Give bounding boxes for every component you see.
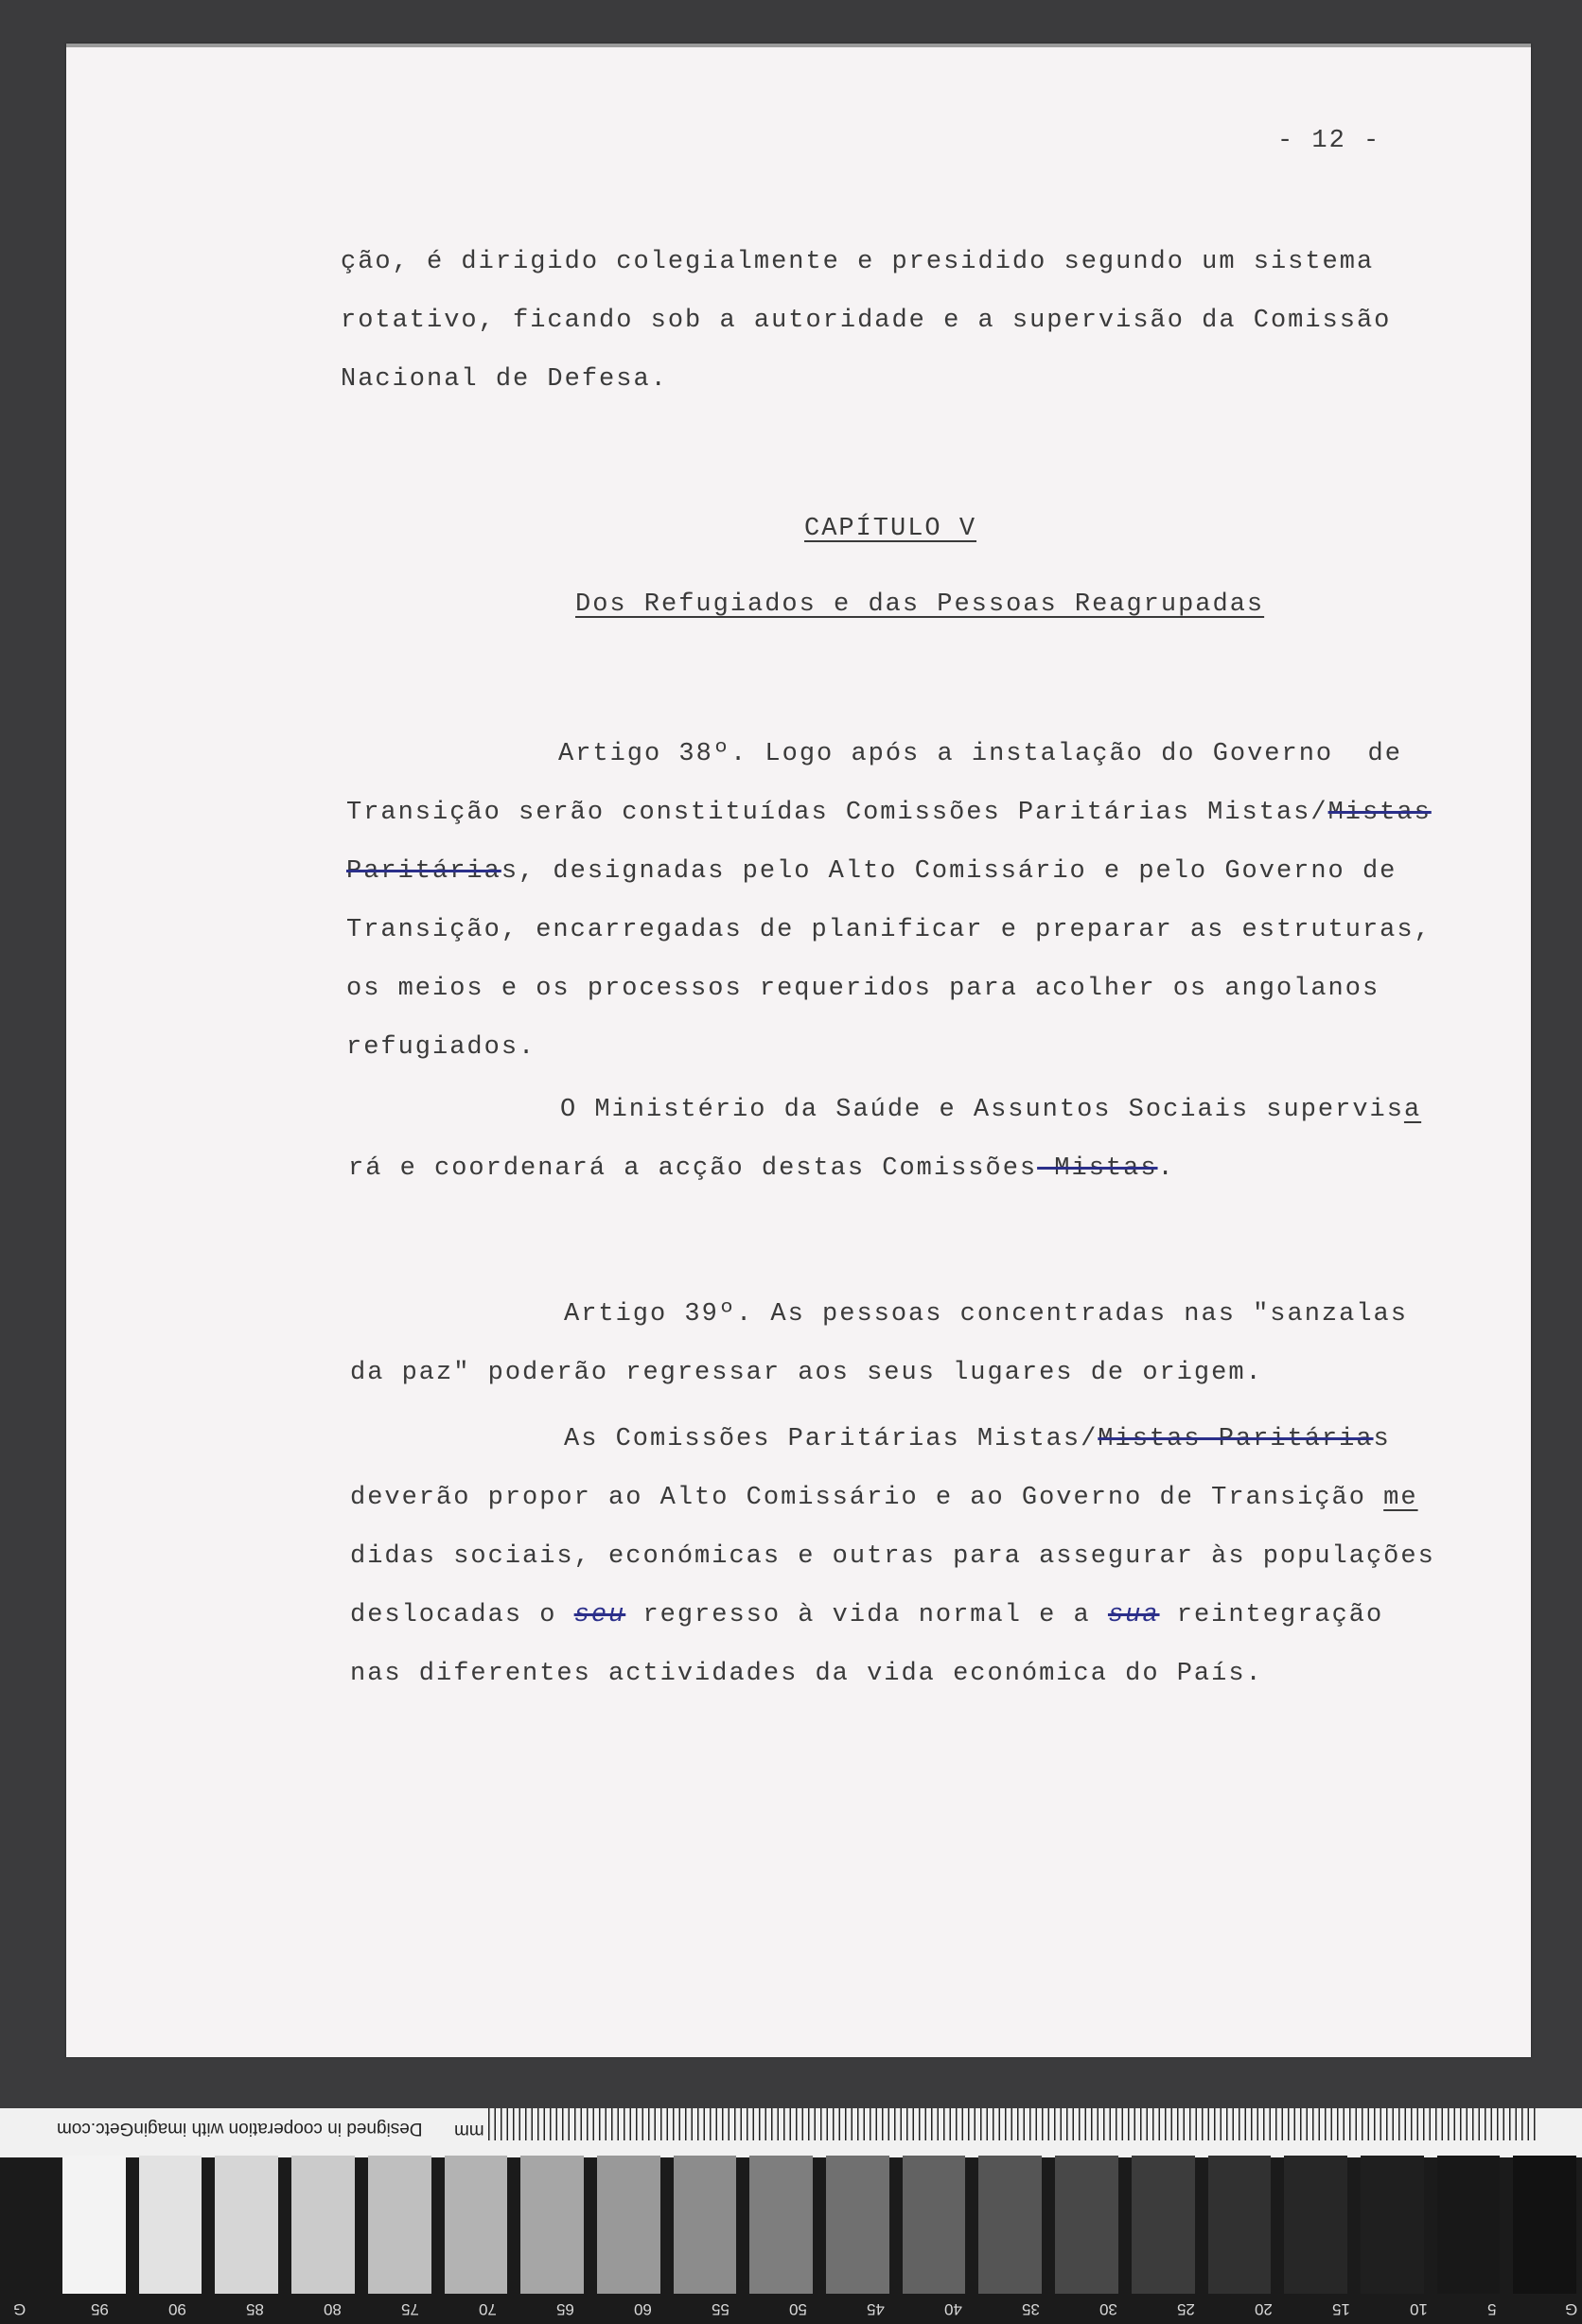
scale-number: 75 bbox=[401, 2300, 419, 2318]
page-edge bbox=[66, 44, 1531, 47]
scale-numbers bbox=[0, 2298, 1582, 2324]
text-line: rotativo, ficando sob a autoridade e a supervisão da Comissão bbox=[341, 307, 1392, 335]
scale-number: 10 bbox=[1410, 2300, 1428, 2318]
document-page bbox=[66, 44, 1531, 2057]
gray-swatch bbox=[826, 2156, 889, 2294]
chapter-heading: CAPÍTULO V bbox=[804, 515, 977, 543]
gray-swatch bbox=[1284, 2156, 1347, 2294]
scale-number: 60 bbox=[634, 2300, 652, 2318]
scale-number: 45 bbox=[867, 2300, 885, 2318]
text-line: Paritárias, designadas pelo Alto Comissário e pelo Governo de bbox=[346, 857, 1397, 886]
chapter-title: Dos Refugiados e das Pessoas Reagrupadas bbox=[575, 590, 1265, 619]
gray-swatch bbox=[62, 2156, 126, 2294]
gray-swatch bbox=[1437, 2156, 1501, 2294]
gray-swatch bbox=[597, 2156, 660, 2294]
underlined-correction: me bbox=[1383, 1484, 1418, 1512]
mm-ruler bbox=[488, 2108, 1538, 2140]
scale-number: 55 bbox=[712, 2300, 729, 2318]
struck-text: sua bbox=[1107, 1601, 1160, 1629]
credit-text: Designed in cooperation with imaginGetc.com bbox=[57, 2119, 423, 2139]
gray-swatch bbox=[520, 2156, 584, 2294]
struck-text: Mistas bbox=[1037, 1154, 1158, 1183]
struck-text: Mistas Paritária bbox=[1098, 1425, 1374, 1453]
text-line: didas sociais, económicas e outras para assegurar às populações bbox=[350, 1542, 1435, 1571]
scale-number: 80 bbox=[324, 2300, 342, 2318]
gray-swatch bbox=[1132, 2156, 1195, 2294]
gray-swatch bbox=[291, 2156, 355, 2294]
underlined-correction: a bbox=[1403, 1096, 1422, 1124]
gray-swatch bbox=[674, 2156, 737, 2294]
gray-swatch bbox=[368, 2156, 431, 2294]
text-line: Artigo 38º. Logo após a instalação do Governo de bbox=[558, 740, 1402, 768]
text-line: Transição serão constituídas Comissões Paritárias Mistas/Mistas bbox=[346, 799, 1432, 827]
struck-text: seu bbox=[573, 1601, 626, 1629]
ruler-strip bbox=[0, 2108, 1582, 2157]
scale-number: 85 bbox=[246, 2300, 264, 2318]
gray-swatches bbox=[62, 2156, 1576, 2294]
scale-number: 50 bbox=[789, 2300, 807, 2318]
text-line: Transição, encarregadas de planificar e preparar as estruturas, bbox=[346, 916, 1432, 944]
text-line: O Ministério da Saúde e Assuntos Sociais supervisa bbox=[560, 1096, 1422, 1124]
gray-swatch bbox=[1361, 2156, 1424, 2294]
text-line: da paz" poderão regressar aos seus lugares de origem. bbox=[350, 1359, 1263, 1387]
page-number: - 12 - bbox=[1277, 127, 1381, 155]
scale-number: 20 bbox=[1255, 2300, 1273, 2318]
scale-number: 35 bbox=[1022, 2300, 1040, 2318]
text-line: os meios e os processos requeridos para acolher os angolanos bbox=[346, 975, 1380, 1003]
scale-number: 70 bbox=[479, 2300, 497, 2318]
struck-text: Paritária bbox=[346, 857, 501, 886]
text-line: Nacional de Defesa. bbox=[341, 365, 668, 394]
scale-number: 25 bbox=[1177, 2300, 1195, 2318]
gray-swatch bbox=[749, 2156, 813, 2294]
text-line: ção, é dirigido colegialmente e presidido segundo um sistema bbox=[341, 248, 1375, 276]
text-line: deverão propor ao Alto Comissário e ao Governo de Transição me bbox=[350, 1484, 1418, 1512]
gray-swatch bbox=[445, 2156, 508, 2294]
scale-number: 90 bbox=[168, 2300, 186, 2318]
scale-number: 15 bbox=[1332, 2300, 1350, 2318]
scale-number: 5 bbox=[1487, 2300, 1497, 2318]
text-line: nas diferentes actividades da vida económica do País. bbox=[350, 1660, 1263, 1688]
gray-swatch bbox=[215, 2156, 278, 2294]
gray-swatch bbox=[1055, 2156, 1118, 2294]
gray-swatch bbox=[903, 2156, 966, 2294]
scale-number: 30 bbox=[1099, 2300, 1117, 2318]
scale-number: 95 bbox=[91, 2300, 109, 2318]
gray-swatch bbox=[1208, 2156, 1272, 2294]
color-target-card bbox=[0, 2108, 1582, 2324]
text-line: rá e coordenará a acção destas Comissões Mistas. bbox=[348, 1154, 1175, 1183]
gray-swatch bbox=[139, 2156, 202, 2294]
gray-swatch bbox=[1513, 2156, 1576, 2294]
text-line: Artigo 39º. As pessoas concentradas nas "sanzalas bbox=[564, 1300, 1408, 1329]
struck-text: Mistas bbox=[1327, 799, 1432, 827]
text-line: deslocadas o seu regresso à vida normal e a sua reintegração bbox=[350, 1601, 1384, 1629]
gray-swatch bbox=[978, 2156, 1042, 2294]
scale-number: G bbox=[13, 2300, 26, 2318]
text-line: As Comissões Paritárias Mistas/Mistas Paritárias bbox=[564, 1425, 1391, 1453]
scale-number: G bbox=[1565, 2300, 1578, 2318]
scale-number: 40 bbox=[944, 2300, 962, 2318]
mm-label: mm bbox=[454, 2121, 484, 2140]
scale-number: 65 bbox=[556, 2300, 574, 2318]
text-line: refugiados. bbox=[346, 1033, 536, 1062]
